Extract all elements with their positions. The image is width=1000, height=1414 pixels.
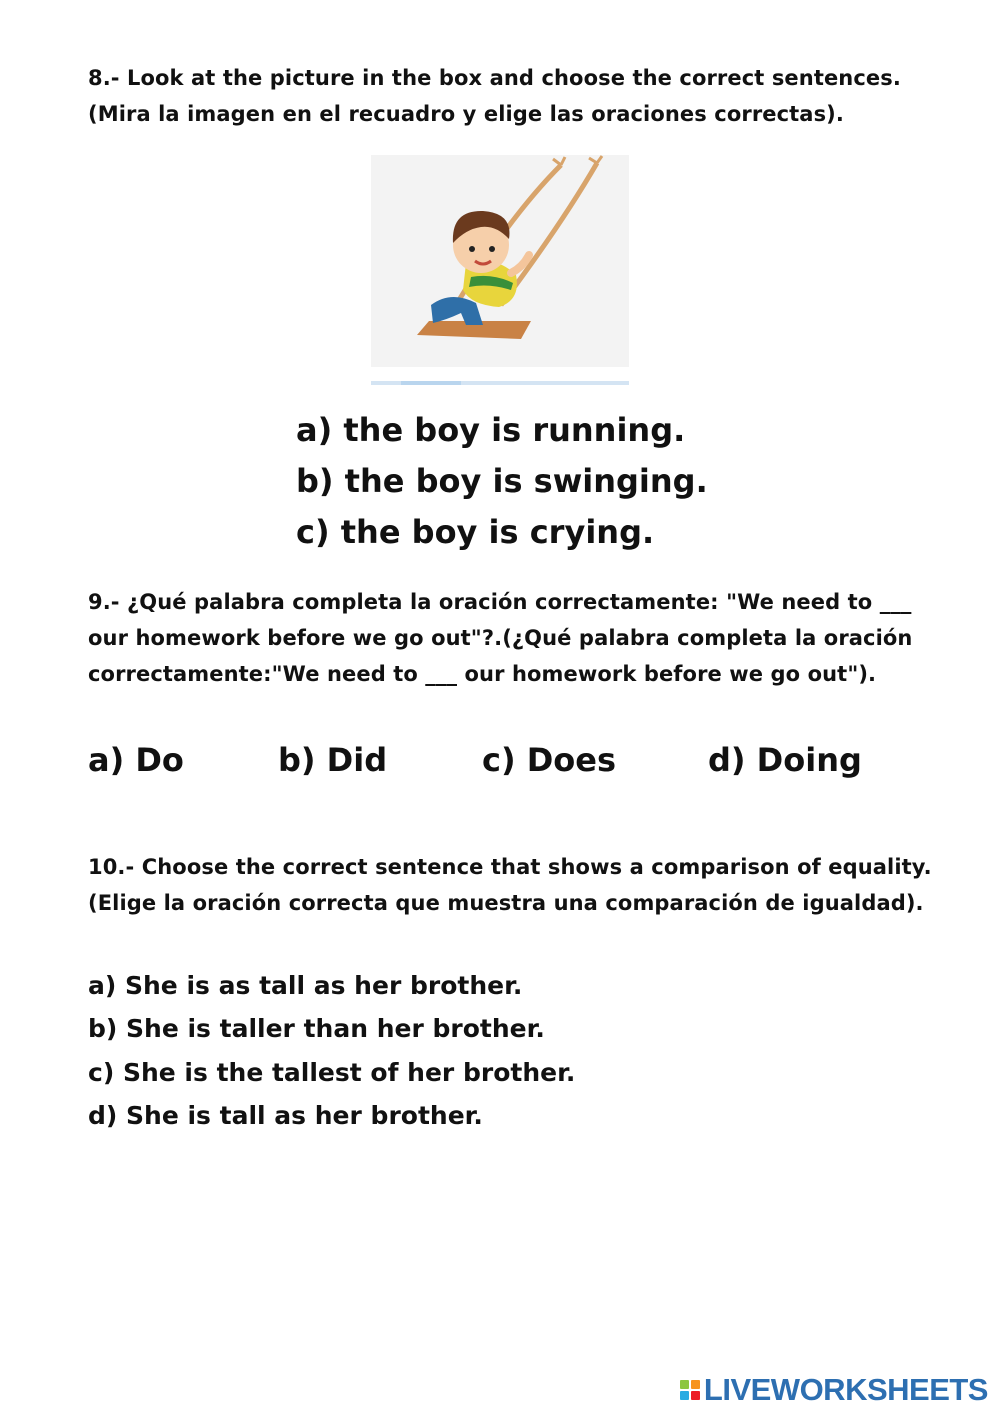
q8-option-a[interactable]: a) the boy is running. [296,411,686,449]
question-10-translation: (Elige la oración correcta que muestra una comparación de igualdad). [88,891,924,915]
liveworksheets-icon [680,1380,700,1400]
q10-option-a[interactable]: a) She is as tall as her brother. [88,971,523,1000]
q9-option-c[interactable]: c) Does [482,741,617,779]
q9-option-d[interactable]: d) Doing [708,741,862,779]
q9-option-a[interactable]: a) Do [88,741,184,779]
question-10 [88,849,968,921]
liveworksheets-logo [680,1372,988,1408]
q8-option-b[interactable]: b) the boy is swinging. [296,462,708,500]
q10-option-d[interactable]: d) She is tall as her brother. [88,1101,483,1130]
question-8-text: 8.- Look at the picture in the box and choose the correct sentences. [88,66,901,90]
question-9 [88,584,968,692]
question-9-line-3: correctamente:"We need to ___ our homework before we go out"). [88,662,877,686]
q8-option-c[interactable]: c) the boy is crying. [296,513,655,551]
q10-option-c[interactable]: c) She is the tallest of her brother. [88,1058,576,1087]
question-10-text: 10.- Choose the correct sentence that shows a comparison of equality. [88,855,932,879]
q9-option-b[interactable]: b) Did [278,741,388,779]
question-8-translation: (Mira la imagen en el recuadro y elige las oraciones correctas). [88,102,844,126]
question-9-line-2: our homework before we go out"?.(¿Qué palabra completa la oración [88,626,913,650]
brand-name: LIVEWORKSHEETS [703,1372,988,1407]
question-9-line-1: 9.- ¿Qué palabra completa la oración correctamente: "We need to ___ [88,590,912,614]
boy-on-swing-picture [371,155,629,395]
question-8 [88,60,968,132]
q10-option-b[interactable]: b) She is taller than her brother. [88,1014,545,1043]
